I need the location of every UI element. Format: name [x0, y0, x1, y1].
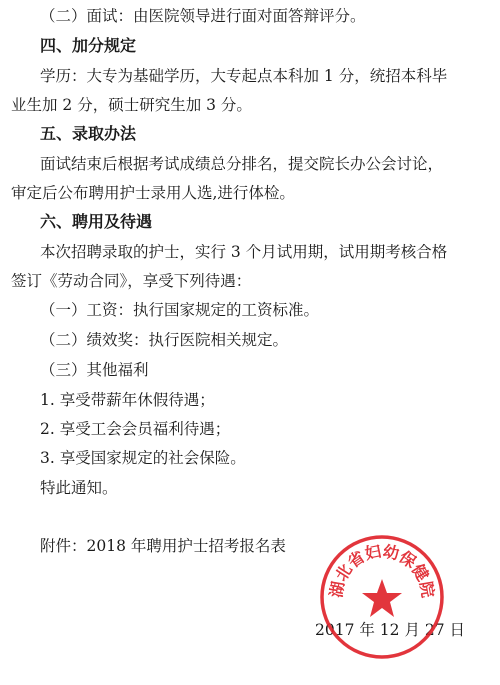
admission-line-2: 审定后公布聘用护士录用人选,进行体检。 — [11, 184, 295, 202]
benefit-performance: （二）绩效奖：执行医院相关规定。 — [40, 331, 289, 349]
official-seal-icon — [318, 533, 446, 661]
interview-line: （二）面试：由医院领导进行面对面答辩评分。 — [40, 7, 366, 25]
list-item-3: 3. 享受国家规定的社会保险。 — [40, 449, 246, 467]
list-item-2: 2. 享受工会会员福利待遇； — [40, 420, 231, 438]
employment-line-2: 签订《劳动合同》，享受下列待遇： — [11, 272, 252, 290]
seal-star-icon — [362, 579, 402, 617]
closing-notice: 特此通知。 — [40, 479, 118, 497]
section-heading-employment: 六、聘用及待遇 — [40, 212, 153, 231]
benefit-other-title: （三）其他福利 — [40, 361, 149, 379]
document-date: 2017 年 12 月 27 日 — [315, 621, 466, 639]
list-item-1: 1. 享受带薪年休假待遇； — [40, 391, 215, 409]
education-line-2: 业生加 2 分，硕士研究生加 3 分。 — [11, 96, 252, 114]
attachment-line: 附件：2018 年聘用护士招考报名表 — [40, 537, 286, 555]
svg-text:湖北省妇幼保健院: 湖北省妇幼保健院 — [326, 541, 438, 599]
employment-line-1: 本次招聘录取的护士，实行 3 个月试用期，试用期考核合格 — [40, 243, 448, 261]
benefit-salary: （一）工资：执行国家规定的工资标准。 — [40, 301, 320, 319]
section-heading-bonus-points: 四、加分规定 — [40, 36, 137, 55]
section-heading-admission: 五、录取办法 — [40, 124, 137, 143]
admission-line-1: 面试结束后根据考试成绩总分排名，提交院长办公会讨论， — [40, 155, 444, 173]
education-line-1: 学历：大专为基础学历，大专起点本科加 1 分，统招本科毕 — [40, 67, 448, 85]
